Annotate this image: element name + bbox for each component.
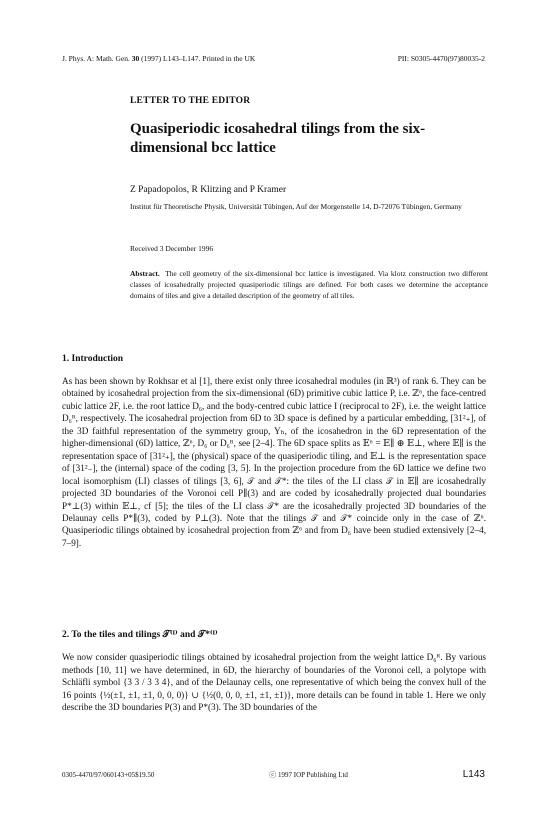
volume: 30: [131, 54, 140, 63]
section-heading-introduction: 1. Introduction: [62, 354, 124, 364]
pii: PII: S0305-4470(97)80035-2: [397, 54, 485, 63]
page-number: L143: [462, 769, 485, 780]
received-date: Received 3 December 1996: [130, 244, 214, 253]
affiliation: Institut für Theoretische Physik, Universität Tübingen, Auf der Morgenstelle 14, D-72076 Tübingen, Germany: [130, 202, 462, 211]
abstract-text: The cell geometry of the six-dimensional bcc lattice is investigated. Via klotz construction two different classes of icosahedrally projected quasiperiodic tilings are defined. For both cases we determine the acceptance domains of tiles and give a detailed description of the geometry of all tiles.: [130, 269, 488, 300]
article-type: LETTER TO THE EDITOR: [130, 96, 251, 106]
page-footer: [62, 769, 485, 780]
section-heading-tilings: 2. To the tiles and tilings 𝒯⁽ᴵ⁾ and 𝒯*⁽ᴵ⁾: [62, 630, 218, 640]
introduction-paragraph: As has been shown by Rokhsar et al [1], there exist only three icosahedral modules (in ℝ³) of rank 6. They can be obtained by icosahedral projection from the six-dimensional (6D) primitive cubic lattice P, i.e. ℤ⁶, the face-centred cubic lattice 2F, i.e. the root lattice D₆, and the body-centred cubic lattice I (reciprocal to 2F), i.e. the weight lattice D₆ᴿ, respectively. The icosahedral projection from 6D to 3D space is defined by a particular embedding, [31²₊], of the 3D faithful representation of the symmetry group, Yₕ, of the icosahedron in the 6D representation of the higher-dimensional (6D) lattice, ℤ⁶, D₆ or D₆ᴿ, see [2–4]. The 6D space splits as 𝔼⁶ = 𝔼∥ ⊕ 𝔼⊥, where 𝔼∥ is the representation space of [31²₊], the (physical) space of the quasiperiodic tiling, and 𝔼⊥ is the representation space of [31²₋], the (internal) space of the coding [3, 5]. In the projection procedure from the 6D lattice we define two local isomorphism (LI) classes of tilings [3, 6], 𝒯 and 𝒯*: the tiles of the LI class 𝒯 in 𝔼∥ are icosahedrally projected 3D boundaries of the Voronoi cell P∥(3) and are coded by icosahedrally projected dual boundaries P*⊥(3) within 𝔼⊥, cf [5]; the tiles of the LI class 𝒯* are the icosahedrally projected 3D boundaries of the Delaunay cells P*∥(3), coded by P⊥(3). Note that the tilings 𝒯 and 𝒯* coincide only in the case of ℤ⁶. Quasiperiodic tilings obtained by icosahedral projection from ℤ⁶ and from D₆ have been studied extensively [2–4, 7–9].: [62, 376, 486, 548]
page-range: (1997) L143–L147. Printed in the UK: [141, 54, 256, 63]
article-title: Quasiperiodic icosahedral tilings from the six-dimensional bcc lattice: [130, 121, 426, 156]
running-head: [62, 54, 485, 63]
abstract-label: Abstract.: [130, 269, 160, 278]
issn-price: 0305-4470/97/060143+05$19.50: [62, 771, 155, 779]
tilings-paragraph: We now consider quasiperiodic tilings obtained by icosahedral projection from the weight lattice D₆ᴿ. By various methods [10, 11] we have determined, in 6D, the hierarchy of boundaries of the Voronoi cell, a polytope with Schläfli symbol {3 3 / 3 3 4}, and of the Delaunay cells, one representative of which being the convex hull of the 16 points {½(±1, ±1, ±1, 0, 0, 0)} ∪ {½(0, 0, 0, ±1, ±1, ±1)}, more details can be found in table 1. Here we only describe the 3D boundaries P(3) and P*(3). The 3D boundaries of the: [62, 652, 486, 713]
authors: Z Papadopolos, R Klitzing and P Kramer: [130, 185, 287, 195]
copyright: ⓒ 1997 IOP Publishing Ltd: [269, 771, 348, 779]
journal-name: J. Phys. A: Math. Gen.: [62, 54, 130, 63]
abstract: [130, 268, 488, 301]
citation: [62, 54, 255, 63]
